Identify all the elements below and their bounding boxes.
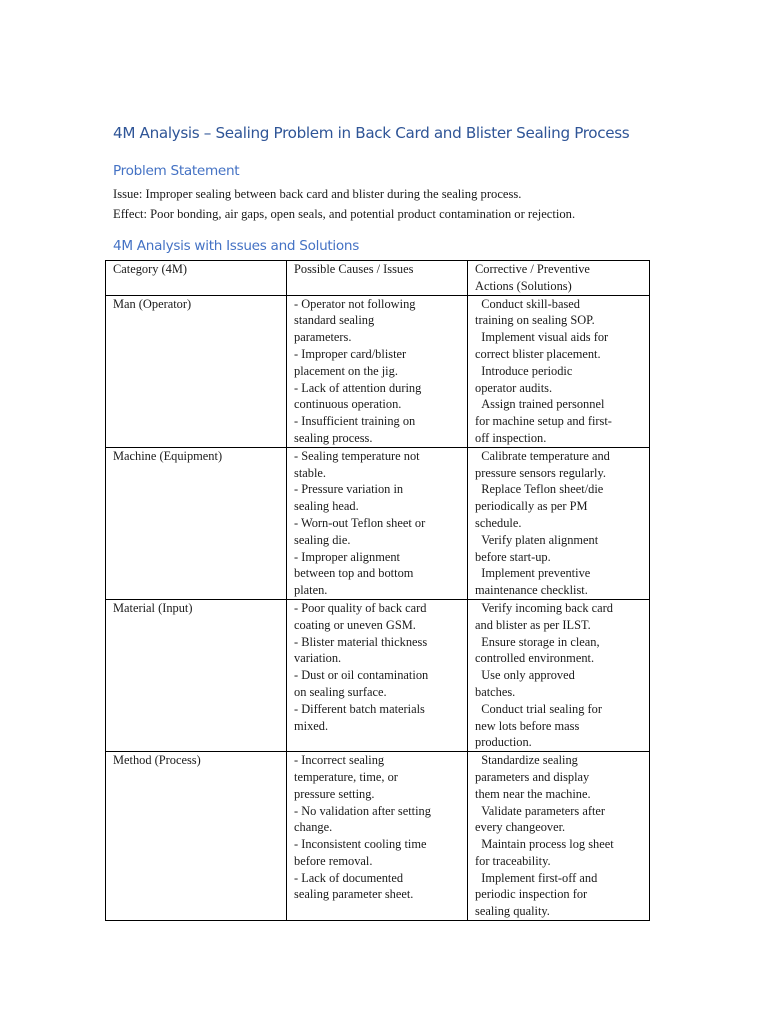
category-label: Man (Operator) bbox=[113, 296, 192, 311]
actions-cell: Standardize sealing parameters and display them near the machine. Validate parameters after every changeover. Maintain process log sheet for traceability. Implement first-off and periodic inspection for sealing quality. bbox=[468, 752, 650, 921]
causes-cell: - Poor quality of back card coating or uneven GSM. - Blister material thickness variation. - Dust or oil contamination on sealing surface. - Different batch materials mixed. bbox=[287, 599, 468, 751]
table-row bbox=[106, 295, 650, 447]
table-row bbox=[106, 599, 650, 751]
category-cell bbox=[106, 295, 287, 447]
header-actions bbox=[468, 261, 650, 296]
category-cell bbox=[106, 447, 287, 599]
document-title: 4M Analysis – Sealing Problem in Back Card and Blister Sealing Process bbox=[113, 124, 630, 142]
header-actions-line-2: Actions (Solutions) bbox=[475, 278, 572, 293]
category-label: Machine (Equipment) bbox=[113, 448, 223, 463]
table-row bbox=[106, 752, 650, 921]
causes-cell: - Incorrect sealing temperature, time, or pressure setting. - No validation after setting change. - Inconsistent cooling time before removal. - Lack of documented sealing parameter sheet. bbox=[287, 752, 468, 921]
causes-cell: - Operator not following standard sealing parameters. - Improper card/blister placement on the jig. - Lack of attention during continuous operation. - Insufficient training on sealing process. bbox=[287, 295, 468, 447]
category-label: Material (Input) bbox=[113, 600, 193, 615]
header-causes-label: Possible Causes / Issues bbox=[294, 262, 414, 276]
analysis-heading: 4M Analysis with Issues and Solutions bbox=[113, 238, 360, 254]
header-category bbox=[106, 261, 287, 296]
causes-cell: - Sealing temperature not stable. - Pressure variation in sealing head. - Worn-out Teflon sheet or sealing die. - Improper alignment between top and bottom platen. bbox=[287, 447, 468, 599]
actions-cell: Calibrate temperature and pressure sensors regularly. Replace Teflon sheet/die periodically as per PM schedule. Verify platen alignment before start-up. Implement preventive maintenance checklist. bbox=[468, 447, 650, 599]
table-header-row bbox=[106, 261, 650, 296]
actions-cell: Verify incoming back card and blister as per ILST. Ensure storage in clean, controlled environment. Use only approved batches. Conduct trial sealing for new lots before mass production. bbox=[468, 599, 650, 751]
table-row bbox=[106, 447, 650, 599]
problem-statement-heading: Problem Statement bbox=[113, 163, 240, 179]
category-cell bbox=[106, 599, 287, 751]
issue-text: Issue: Improper sealing between back card and blister during the sealing process. bbox=[113, 187, 522, 201]
analysis-table bbox=[105, 260, 650, 921]
category-cell bbox=[106, 752, 287, 921]
header-category-label: Category (4M) bbox=[113, 262, 187, 276]
actions-cell: Conduct skill-based training on sealing SOP. Implement visual aids for correct blister placement. Introduce periodic operator audits. Assign trained personnel for machine setup and first- off inspection. bbox=[468, 295, 650, 447]
effect-text: Effect: Poor bonding, air gaps, open seals, and potential product contamination or rejection. bbox=[113, 207, 576, 221]
category-label: Method (Process) bbox=[113, 753, 201, 768]
header-causes bbox=[287, 261, 468, 296]
header-actions-line-1: Corrective / Preventive bbox=[475, 262, 590, 276]
